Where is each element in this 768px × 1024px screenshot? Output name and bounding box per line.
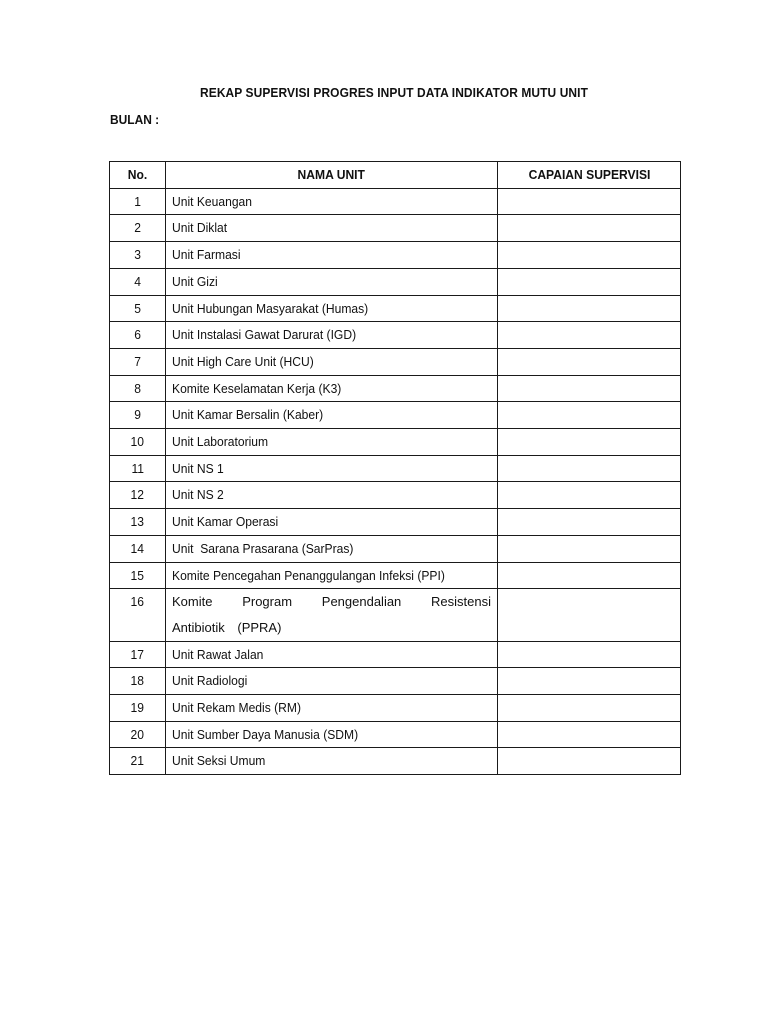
table-row bbox=[110, 242, 681, 269]
capaian-supervisi-cell[interactable] bbox=[498, 668, 681, 695]
row-number-cell: 6 bbox=[110, 322, 166, 349]
rekap-table bbox=[109, 161, 681, 775]
table-row bbox=[110, 668, 681, 695]
capaian-supervisi-cell[interactable] bbox=[498, 589, 681, 641]
unit-name-cell: Unit Farmasi bbox=[166, 242, 498, 269]
table-row bbox=[110, 748, 681, 775]
capaian-supervisi-cell[interactable] bbox=[498, 721, 681, 748]
table-row bbox=[110, 641, 681, 668]
row-number-cell: 18 bbox=[110, 668, 166, 695]
row-number-cell: 13 bbox=[110, 509, 166, 536]
unit-name-cell: Unit NS 1 bbox=[166, 455, 498, 482]
unit-name-cell: Komite Pencegahan Penanggulangan Infeksi (PPI) bbox=[166, 562, 498, 589]
unit-name-cell: Unit Gizi bbox=[166, 268, 498, 295]
row-number-cell: 3 bbox=[110, 242, 166, 269]
unit-name-cell: Unit Laboratorium bbox=[166, 429, 498, 456]
header-nama-unit: NAMA UNIT bbox=[166, 162, 498, 189]
row-number-cell: 5 bbox=[110, 295, 166, 322]
unit-name-cell: Unit Hubungan Masyarakat (Humas) bbox=[166, 295, 498, 322]
unit-name-cell: Unit Kamar Bersalin (Kaber) bbox=[166, 402, 498, 429]
document-title: REKAP SUPERVISI PROGRES INPUT DATA INDIKATOR MUTU UNIT bbox=[200, 85, 588, 100]
table-body bbox=[110, 188, 681, 774]
table-row bbox=[110, 695, 681, 722]
table-row bbox=[110, 589, 681, 641]
unit-name-cell: Unit High Care Unit (HCU) bbox=[166, 348, 498, 375]
table-row bbox=[110, 375, 681, 402]
unit-name-cell: Unit Keuangan bbox=[166, 188, 498, 215]
unit-name-cell: Unit Kamar Operasi bbox=[166, 509, 498, 536]
unit-name-cell: Unit Seksi Umum bbox=[166, 748, 498, 775]
capaian-supervisi-cell[interactable] bbox=[498, 188, 681, 215]
table-row bbox=[110, 295, 681, 322]
row-number-cell: 9 bbox=[110, 402, 166, 429]
capaian-supervisi-cell[interactable] bbox=[498, 402, 681, 429]
capaian-supervisi-cell[interactable] bbox=[498, 268, 681, 295]
row-number-cell: 16 bbox=[110, 589, 166, 641]
capaian-supervisi-cell[interactable] bbox=[498, 748, 681, 775]
capaian-supervisi-cell[interactable] bbox=[498, 375, 681, 402]
unit-name-cell: Unit Rekam Medis (RM) bbox=[166, 695, 498, 722]
row-number-cell: 8 bbox=[110, 375, 166, 402]
unit-name-cell: Unit NS 2 bbox=[166, 482, 498, 509]
header-no: No. bbox=[110, 162, 166, 189]
table-row bbox=[110, 322, 681, 349]
capaian-supervisi-cell[interactable] bbox=[498, 295, 681, 322]
row-number-cell: 4 bbox=[110, 268, 166, 295]
unit-name-cell: Unit Sumber Daya Manusia (SDM) bbox=[166, 721, 498, 748]
row-number-cell: 19 bbox=[110, 695, 166, 722]
row-number-cell: 14 bbox=[110, 535, 166, 562]
capaian-supervisi-cell[interactable] bbox=[498, 641, 681, 668]
row-number-cell: 11 bbox=[110, 455, 166, 482]
table-row bbox=[110, 348, 681, 375]
bulan-label: BULAN : bbox=[110, 112, 160, 127]
capaian-supervisi-cell[interactable] bbox=[498, 482, 681, 509]
row-number-cell: 1 bbox=[110, 188, 166, 215]
unit-name-cell: Komite Keselamatan Kerja (K3) bbox=[166, 375, 498, 402]
table-row bbox=[110, 562, 681, 589]
row-number-cell: 7 bbox=[110, 348, 166, 375]
table-header-row bbox=[110, 162, 681, 189]
table-row bbox=[110, 535, 681, 562]
unit-name-cell: Unit Radiologi bbox=[166, 668, 498, 695]
capaian-supervisi-cell[interactable] bbox=[498, 455, 681, 482]
capaian-supervisi-cell[interactable] bbox=[498, 215, 681, 242]
row-number-cell: 21 bbox=[110, 748, 166, 775]
row-number-cell: 17 bbox=[110, 641, 166, 668]
unit-name-cell: Unit Diklat bbox=[166, 215, 498, 242]
capaian-supervisi-cell[interactable] bbox=[498, 695, 681, 722]
capaian-supervisi-cell[interactable] bbox=[498, 535, 681, 562]
capaian-supervisi-cell[interactable] bbox=[498, 242, 681, 269]
table-row bbox=[110, 482, 681, 509]
table-row bbox=[110, 402, 681, 429]
table-row bbox=[110, 509, 681, 536]
row-number-cell: 12 bbox=[110, 482, 166, 509]
table-row bbox=[110, 215, 681, 242]
row-number-cell: 2 bbox=[110, 215, 166, 242]
table-row bbox=[110, 268, 681, 295]
table-row bbox=[110, 429, 681, 456]
table-row bbox=[110, 721, 681, 748]
unit-name-cell: Unit Sarana Prasarana (SarPras) bbox=[166, 535, 498, 562]
capaian-supervisi-cell[interactable] bbox=[498, 348, 681, 375]
capaian-supervisi-cell[interactable] bbox=[498, 509, 681, 536]
unit-name-cell: Unit Instalasi Gawat Darurat (IGD) bbox=[166, 322, 498, 349]
header-capaian-supervisi: CAPAIAN SUPERVISI bbox=[498, 162, 681, 189]
capaian-supervisi-cell[interactable] bbox=[498, 562, 681, 589]
capaian-supervisi-cell[interactable] bbox=[498, 429, 681, 456]
row-number-cell: 20 bbox=[110, 721, 166, 748]
capaian-supervisi-cell[interactable] bbox=[498, 322, 681, 349]
unit-name-cell: Komite Program Pengendalian Resistensi Antibiotik (PPRA) bbox=[166, 589, 498, 641]
row-number-cell: 15 bbox=[110, 562, 166, 589]
table-row bbox=[110, 455, 681, 482]
unit-name-cell: Unit Rawat Jalan bbox=[166, 641, 498, 668]
table-row bbox=[110, 188, 681, 215]
row-number-cell: 10 bbox=[110, 429, 166, 456]
